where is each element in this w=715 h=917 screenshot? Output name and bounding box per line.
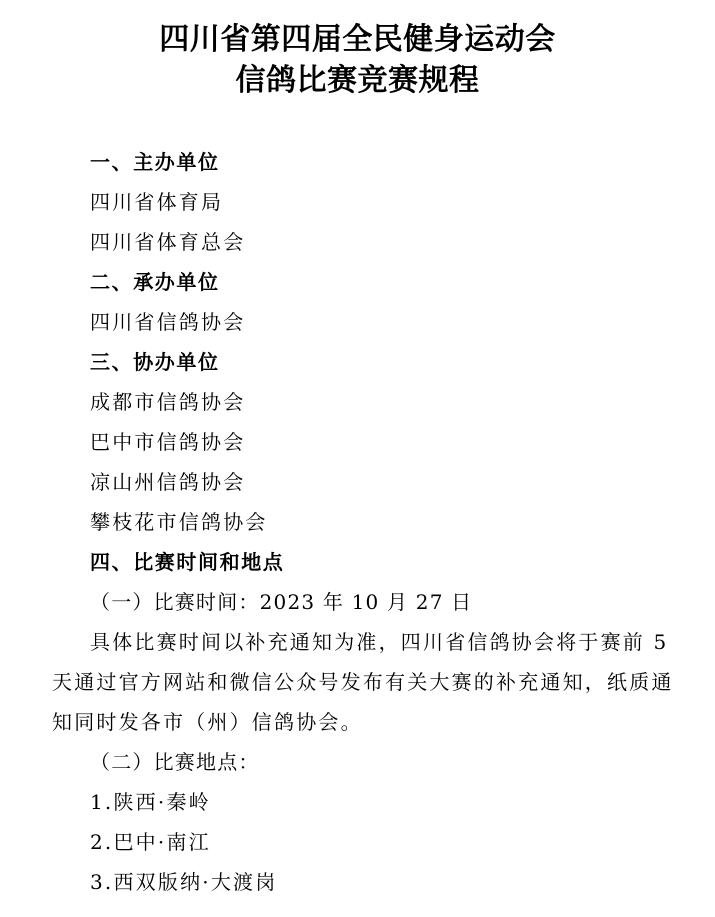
paragraph-line: 天通过官方网站和微信公众号发布有关大赛的补充通知，纸质通 [52,670,674,694]
co-organizer-item: 成都市信鸽协会 [90,390,246,414]
paragraph-line: 知同时发各市（州）信鸽协会。 [52,710,363,734]
section-heading-host: 二、承办单位 [90,270,220,294]
co-organizer-item: 攀枝花市信鸽协会 [90,510,268,534]
co-organizer-item: 凉山州信鸽协会 [90,470,246,494]
organizer-item: 四川省体育总会 [90,230,246,254]
subsection-match-location: （二）比赛地点： [90,750,260,774]
paragraph-line: 具体比赛时间以补充通知为准，四川省信鸽协会将于赛前 5 [90,630,669,654]
host-item: 四川省信鸽协会 [90,310,246,334]
document-title-line1: 四川省第四届全民健身运动会 [159,22,556,57]
subsection-match-time: （一）比赛时间：2023 年 10 月 27 日 [90,590,473,614]
section-heading-organizer: 一、主办单位 [90,150,220,174]
section-heading-co-organizer: 三、协办单位 [90,350,220,374]
co-organizer-item: 巴中市信鸽协会 [90,430,246,454]
location-item: 3.西双版纳·大渡岗 [90,870,278,894]
location-item: 2.巴中·南江 [90,830,211,854]
location-item: 1.陕西·秦岭 [90,790,211,814]
section-heading-time-place: 四、比赛时间和地点 [90,550,285,574]
document-title-line2: 信鸽比赛竞赛规程 [235,63,480,98]
organizer-item: 四川省体育局 [90,190,224,214]
